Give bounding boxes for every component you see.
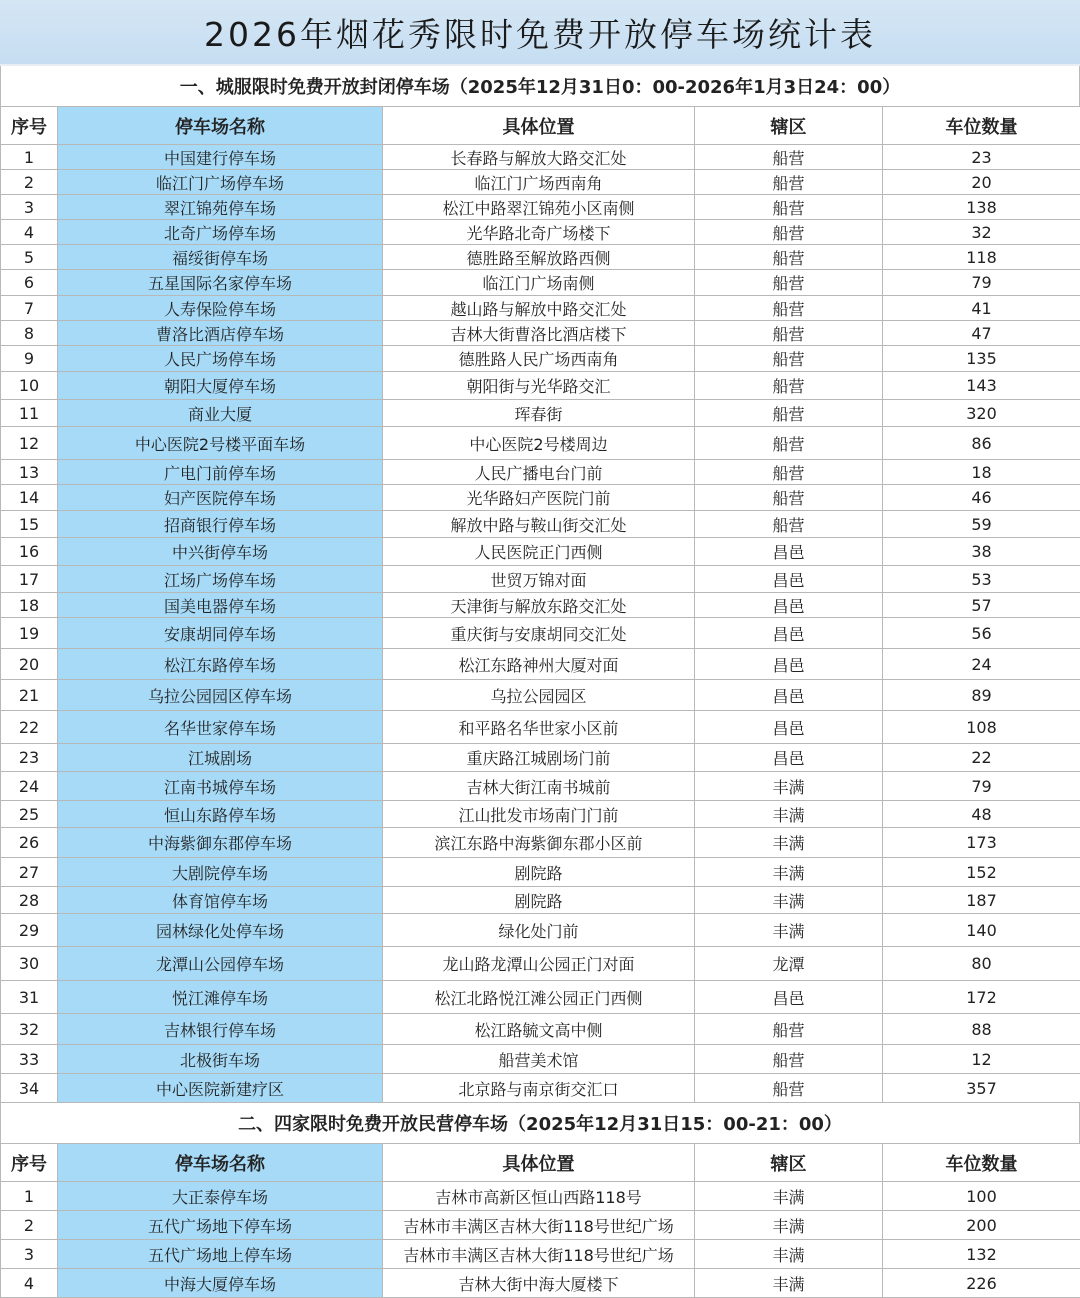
table-row	[1, 145, 1080, 170]
cell-location: 绿化处门前	[383, 914, 695, 947]
cell-lot-name: 商业大厦	[58, 400, 383, 427]
cell-lot-name: 朝阳大厦停车场	[58, 372, 383, 400]
cell-spaces: 173	[883, 828, 1080, 858]
cell-lot-name: 中心医院新建疗区	[58, 1074, 383, 1103]
table-row	[1, 321, 1080, 346]
cell-lot-name: 中海大厦停车场	[58, 1269, 383, 1298]
cell-spaces: 18	[883, 460, 1080, 485]
cell-lot-name: 国美电器停车场	[58, 593, 383, 618]
cell-spaces: 53	[883, 566, 1080, 593]
table-row	[1, 981, 1080, 1014]
table-row	[1, 538, 1080, 566]
header-row	[1, 1144, 1080, 1182]
cell-lot-name: 临江门广场停车场	[58, 170, 383, 195]
cell-location: 松江中路翠江锦苑小区南侧	[383, 195, 695, 220]
cell-spaces: 108	[883, 711, 1080, 744]
table-row	[1, 460, 1080, 485]
table-row	[1, 593, 1080, 618]
cell-spaces: 200	[883, 1211, 1080, 1240]
cell-spaces: 24	[883, 649, 1080, 680]
cell-index: 16	[1, 538, 58, 566]
cell-location: 乌拉公园园区	[383, 680, 695, 711]
section-heading: 二、四家限时免费开放民营停车场（2025年12月31日15：00-21：00）	[0, 1103, 1080, 1143]
cell-district: 昌邑	[695, 744, 883, 772]
table-row	[1, 296, 1080, 321]
cell-lot-name: 招商银行停车场	[58, 511, 383, 538]
table-row	[1, 947, 1080, 981]
cell-index: 3	[1, 195, 58, 220]
table-row	[1, 220, 1080, 245]
cell-district: 丰满	[695, 914, 883, 947]
cell-district: 船营	[695, 245, 883, 270]
cell-location: 松江北路悦江滩公园正门西侧	[383, 981, 695, 1014]
cell-location: 江山批发市场南门门前	[383, 801, 695, 828]
column-header-spaces: 车位数量	[883, 107, 1080, 145]
cell-location: 吉林市高新区恒山西路118号	[383, 1182, 695, 1211]
cell-location: 光华路北奇广场楼下	[383, 220, 695, 245]
cell-spaces: 118	[883, 245, 1080, 270]
cell-index: 5	[1, 245, 58, 270]
cell-index: 6	[1, 270, 58, 296]
cell-index: 29	[1, 914, 58, 947]
cell-location: 吉林市丰满区吉林大街118号世纪广场	[383, 1240, 695, 1269]
cell-spaces: 41	[883, 296, 1080, 321]
cell-district: 丰满	[695, 772, 883, 801]
cell-lot-name: 五代广场地下停车场	[58, 1211, 383, 1240]
cell-district: 船营	[695, 296, 883, 321]
cell-district: 昌邑	[695, 593, 883, 618]
cell-spaces: 357	[883, 1074, 1080, 1103]
page-title: 2026年烟花秀限时免费开放停车场统计表	[0, 0, 1080, 66]
cell-index: 18	[1, 593, 58, 618]
cell-spaces: 48	[883, 801, 1080, 828]
cell-lot-name: 安康胡同停车场	[58, 618, 383, 649]
cell-index: 3	[1, 1240, 58, 1269]
cell-lot-name: 体育馆停车场	[58, 887, 383, 914]
table-row	[1, 887, 1080, 914]
cell-index: 20	[1, 649, 58, 680]
table-row	[1, 1074, 1080, 1103]
cell-index: 10	[1, 372, 58, 400]
cell-index: 8	[1, 321, 58, 346]
parking-table	[0, 1143, 1080, 1298]
cell-district: 船营	[695, 1014, 883, 1045]
cell-district: 船营	[695, 400, 883, 427]
cell-district: 昌邑	[695, 680, 883, 711]
table-row	[1, 1269, 1080, 1298]
table-row	[1, 245, 1080, 270]
cell-spaces: 152	[883, 858, 1080, 887]
cell-district: 丰满	[695, 858, 883, 887]
cell-location: 长春路与解放大路交汇处	[383, 145, 695, 170]
table-row	[1, 346, 1080, 372]
cell-location: 人民医院正门西侧	[383, 538, 695, 566]
table-row	[1, 858, 1080, 887]
column-header-lot-name: 停车场名称	[58, 107, 383, 145]
cell-spaces: 80	[883, 947, 1080, 981]
table-row	[1, 801, 1080, 828]
table-row	[1, 1014, 1080, 1045]
table-row	[1, 649, 1080, 680]
cell-location: 珲春街	[383, 400, 695, 427]
column-header-lot-name: 停车场名称	[58, 1144, 383, 1182]
cell-index: 32	[1, 1014, 58, 1045]
column-header-district: 辖区	[695, 1144, 883, 1182]
cell-location: 世贸万锦对面	[383, 566, 695, 593]
cell-district: 船营	[695, 195, 883, 220]
cell-index: 19	[1, 618, 58, 649]
cell-lot-name: 大剧院停车场	[58, 858, 383, 887]
cell-location: 吉林市丰满区吉林大街118号世纪广场	[383, 1211, 695, 1240]
cell-location: 人民广播电台门前	[383, 460, 695, 485]
cell-index: 13	[1, 460, 58, 485]
cell-location: 中心医院2号楼周边	[383, 427, 695, 460]
cell-location: 北京路与南京街交汇口	[383, 1074, 695, 1103]
table-row	[1, 680, 1080, 711]
cell-district: 船营	[695, 346, 883, 372]
cell-index: 22	[1, 711, 58, 744]
cell-location: 和平路名华世家小区前	[383, 711, 695, 744]
table-row	[1, 772, 1080, 801]
cell-spaces: 23	[883, 145, 1080, 170]
cell-location: 重庆街与安康胡同交汇处	[383, 618, 695, 649]
cell-index: 28	[1, 887, 58, 914]
cell-district: 昌邑	[695, 538, 883, 566]
cell-lot-name: 江南书城停车场	[58, 772, 383, 801]
cell-index: 25	[1, 801, 58, 828]
cell-location: 吉林大街江南书城前	[383, 772, 695, 801]
cell-location: 重庆路江城剧场门前	[383, 744, 695, 772]
table-row	[1, 485, 1080, 511]
cell-spaces: 46	[883, 485, 1080, 511]
cell-spaces: 140	[883, 914, 1080, 947]
cell-index: 2	[1, 1211, 58, 1240]
cell-index: 24	[1, 772, 58, 801]
cell-spaces: 79	[883, 270, 1080, 296]
table-row	[1, 511, 1080, 538]
section-heading: 一、城服限时免费开放封闭停车场（2025年12月31日0：00-2026年1月3日24：00）	[0, 66, 1080, 106]
cell-spaces: 12	[883, 1045, 1080, 1074]
table-row	[1, 195, 1080, 220]
cell-index: 34	[1, 1074, 58, 1103]
cell-lot-name: 人民广场停车场	[58, 346, 383, 372]
cell-district: 丰满	[695, 801, 883, 828]
cell-spaces: 86	[883, 427, 1080, 460]
cell-index: 14	[1, 485, 58, 511]
cell-district: 昌邑	[695, 981, 883, 1014]
cell-spaces: 226	[883, 1269, 1080, 1298]
cell-index: 9	[1, 346, 58, 372]
cell-district: 昌邑	[695, 618, 883, 649]
cell-location: 德胜路至解放路西侧	[383, 245, 695, 270]
parking-table	[0, 106, 1080, 1103]
cell-location: 松江东路神州大厦对面	[383, 649, 695, 680]
column-header-location: 具体位置	[383, 1144, 695, 1182]
cell-lot-name: 五代广场地上停车场	[58, 1240, 383, 1269]
cell-index: 15	[1, 511, 58, 538]
cell-index: 1	[1, 1182, 58, 1211]
cell-index: 21	[1, 680, 58, 711]
column-header-location: 具体位置	[383, 107, 695, 145]
cell-spaces: 20	[883, 170, 1080, 195]
cell-spaces: 320	[883, 400, 1080, 427]
cell-index: 2	[1, 170, 58, 195]
cell-location: 临江门广场西南角	[383, 170, 695, 195]
cell-lot-name: 园林绿化处停车场	[58, 914, 383, 947]
cell-spaces: 143	[883, 372, 1080, 400]
cell-spaces: 187	[883, 887, 1080, 914]
table-row	[1, 914, 1080, 947]
cell-location: 临江门广场南侧	[383, 270, 695, 296]
cell-spaces: 56	[883, 618, 1080, 649]
table-row	[1, 566, 1080, 593]
cell-location: 剧院路	[383, 858, 695, 887]
cell-spaces: 138	[883, 195, 1080, 220]
cell-lot-name: 乌拉公园园区停车场	[58, 680, 383, 711]
cell-location: 天津街与解放东路交汇处	[383, 593, 695, 618]
cell-location: 船营美术馆	[383, 1045, 695, 1074]
cell-lot-name: 江场广场停车场	[58, 566, 383, 593]
cell-lot-name: 名华世家停车场	[58, 711, 383, 744]
cell-lot-name: 妇产医院停车场	[58, 485, 383, 511]
cell-lot-name: 恒山东路停车场	[58, 801, 383, 828]
cell-spaces: 172	[883, 981, 1080, 1014]
cell-location: 吉林大街中海大厦楼下	[383, 1269, 695, 1298]
cell-lot-name: 悦江滩停车场	[58, 981, 383, 1014]
cell-spaces: 38	[883, 538, 1080, 566]
cell-district: 丰满	[695, 887, 883, 914]
cell-spaces: 88	[883, 1014, 1080, 1045]
table-row	[1, 1182, 1080, 1211]
cell-index: 30	[1, 947, 58, 981]
table-row	[1, 828, 1080, 858]
table-row	[1, 1211, 1080, 1240]
cell-index: 4	[1, 1269, 58, 1298]
cell-district: 船营	[695, 511, 883, 538]
cell-location: 剧院路	[383, 887, 695, 914]
cell-index: 7	[1, 296, 58, 321]
cell-district: 船营	[695, 145, 883, 170]
table-row	[1, 427, 1080, 460]
cell-district: 船营	[695, 460, 883, 485]
cell-district: 船营	[695, 372, 883, 400]
cell-lot-name: 松江东路停车场	[58, 649, 383, 680]
cell-location: 滨江东路中海紫御东郡小区前	[383, 828, 695, 858]
cell-lot-name: 北极街车场	[58, 1045, 383, 1074]
cell-location: 龙山路龙潭山公园正门对面	[383, 947, 695, 981]
column-header-index: 序号	[1, 107, 58, 145]
cell-district: 丰满	[695, 828, 883, 858]
cell-spaces: 79	[883, 772, 1080, 801]
table-row	[1, 270, 1080, 296]
cell-lot-name: 五星国际名家停车场	[58, 270, 383, 296]
table-row	[1, 372, 1080, 400]
cell-spaces: 132	[883, 1240, 1080, 1269]
cell-district: 丰满	[695, 1211, 883, 1240]
cell-location: 朝阳街与光华路交汇	[383, 372, 695, 400]
cell-index: 17	[1, 566, 58, 593]
cell-index: 33	[1, 1045, 58, 1074]
cell-lot-name: 中国建行停车场	[58, 145, 383, 170]
cell-spaces: 22	[883, 744, 1080, 772]
column-header-spaces: 车位数量	[883, 1144, 1080, 1182]
column-header-district: 辖区	[695, 107, 883, 145]
cell-district: 丰满	[695, 1182, 883, 1211]
cell-index: 31	[1, 981, 58, 1014]
cell-index: 12	[1, 427, 58, 460]
cell-lot-name: 中兴街停车场	[58, 538, 383, 566]
cell-district: 龙潭	[695, 947, 883, 981]
cell-district: 昌邑	[695, 566, 883, 593]
cell-district: 昌邑	[695, 711, 883, 744]
cell-lot-name: 吉林银行停车场	[58, 1014, 383, 1045]
table-row	[1, 711, 1080, 744]
cell-district: 丰满	[695, 1240, 883, 1269]
cell-location: 松江路毓文高中侧	[383, 1014, 695, 1045]
table-row	[1, 1240, 1080, 1269]
cell-district: 船营	[695, 1074, 883, 1103]
cell-district: 昌邑	[695, 649, 883, 680]
cell-district: 船营	[695, 270, 883, 296]
cell-location: 德胜路人民广场西南角	[383, 346, 695, 372]
cell-index: 23	[1, 744, 58, 772]
cell-district: 船营	[695, 170, 883, 195]
cell-spaces: 89	[883, 680, 1080, 711]
cell-index: 1	[1, 145, 58, 170]
cell-district: 丰满	[695, 1269, 883, 1298]
header-row	[1, 107, 1080, 145]
cell-district: 船营	[695, 220, 883, 245]
cell-spaces: 47	[883, 321, 1080, 346]
table-row	[1, 1045, 1080, 1074]
cell-location: 解放中路与鞍山街交汇处	[383, 511, 695, 538]
cell-location: 光华路妇产医院门前	[383, 485, 695, 511]
column-header-index: 序号	[1, 1144, 58, 1182]
cell-lot-name: 人寿保险停车场	[58, 296, 383, 321]
cell-lot-name: 广电门前停车场	[58, 460, 383, 485]
table-row	[1, 170, 1080, 195]
cell-district: 船营	[695, 321, 883, 346]
cell-lot-name: 中心医院2号楼平面车场	[58, 427, 383, 460]
cell-lot-name: 翠江锦苑停车场	[58, 195, 383, 220]
cell-spaces: 57	[883, 593, 1080, 618]
cell-spaces: 100	[883, 1182, 1080, 1211]
cell-district: 船营	[695, 485, 883, 511]
cell-spaces: 135	[883, 346, 1080, 372]
cell-location: 越山路与解放中路交汇处	[383, 296, 695, 321]
cell-spaces: 32	[883, 220, 1080, 245]
cell-district: 船营	[695, 1045, 883, 1074]
cell-index: 4	[1, 220, 58, 245]
cell-lot-name: 江城剧场	[58, 744, 383, 772]
cell-location: 吉林大街曹洛比酒店楼下	[383, 321, 695, 346]
cell-index: 11	[1, 400, 58, 427]
cell-lot-name: 大正泰停车场	[58, 1182, 383, 1211]
cell-lot-name: 龙潭山公园停车场	[58, 947, 383, 981]
cell-lot-name: 北奇广场停车场	[58, 220, 383, 245]
table-row	[1, 744, 1080, 772]
cell-lot-name: 曹洛比酒店停车场	[58, 321, 383, 346]
cell-lot-name: 福绥街停车场	[58, 245, 383, 270]
cell-index: 26	[1, 828, 58, 858]
table-row	[1, 618, 1080, 649]
cell-index: 27	[1, 858, 58, 887]
cell-lot-name: 中海紫御东郡停车场	[58, 828, 383, 858]
table-row	[1, 400, 1080, 427]
cell-spaces: 59	[883, 511, 1080, 538]
cell-district: 船营	[695, 427, 883, 460]
